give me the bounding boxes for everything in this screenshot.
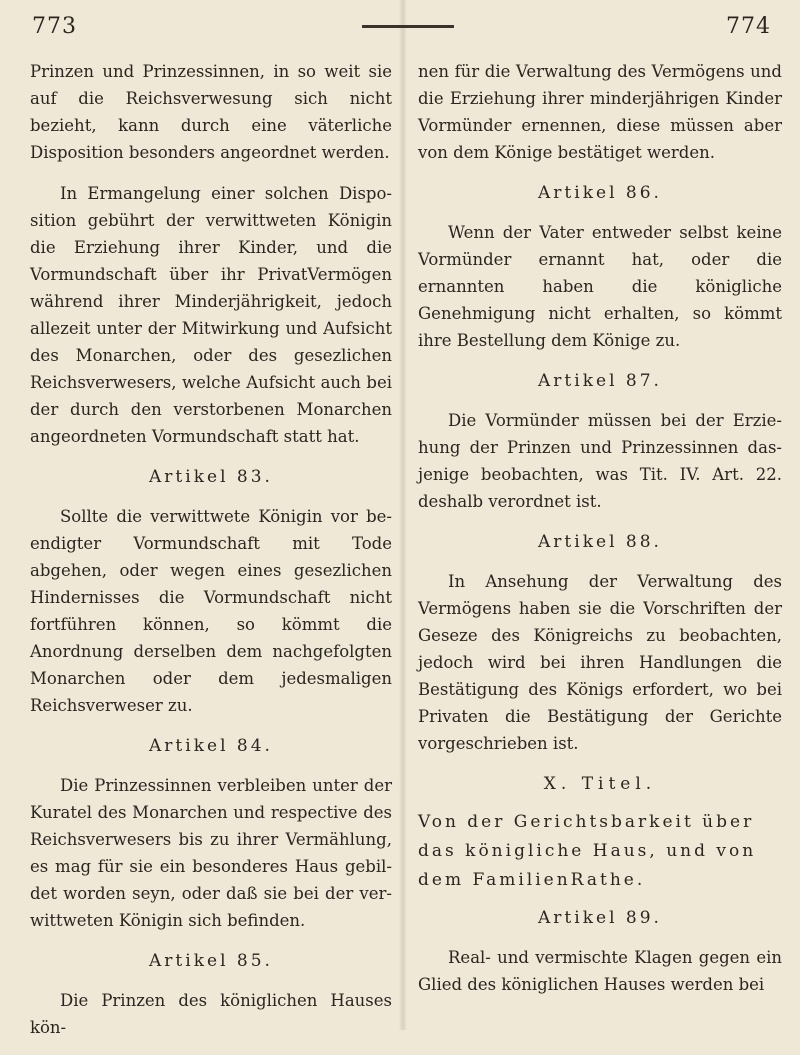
- article-heading-85: Artikel 85.: [149, 951, 273, 971]
- article-heading-86: Artikel 86.: [538, 183, 662, 203]
- book-spine-shadow: [399, 0, 407, 1030]
- left-page-number: 773: [32, 14, 77, 39]
- paragraph: In Ermangelung einer solchen Disposition gebührt der verwittweten Königin die Erziehung ihrer Kinder, und die Vormundschaft über ihr PrivatVermögen während ihrer Minderjährigkeit, jedoch allezeit unter der Mitwirkung und Aufsicht des Monarchen, oder des gesezlichen Reichsverwesers, welche Aufsicht auch bei der durch den verstorbenen Monarchen angeordneten Vormundschaft statt hat.: [30, 184, 392, 446]
- section-subtitle: Von der Gerichtsbarkeit über das königliche Haus, und von dem FamilienRathe.: [418, 812, 757, 890]
- header-rule: [362, 25, 454, 28]
- article-heading-83: Artikel 83.: [149, 467, 273, 487]
- article-heading-88: Artikel 88.: [538, 532, 662, 552]
- article-89-text: Real- und vermischte Klagen gegen ein Glied des königlichen Hauses werden bei: [418, 948, 782, 994]
- article-86-text: Wenn der Vater entweder selbst keine Vormünder ernannt hat, oder die ernannten haben die königliche Genehmigung nicht erhalten, so kömmt ihre Bestellung dem Könige zu.: [418, 223, 782, 350]
- right-page-number: 774: [726, 14, 771, 39]
- article-88-text: In Ansehung der Verwaltung des Vermögens haben sie die Vorschriften der Geseze des Königreichs zu beobachten, jedoch wird bei ihren Handlungen die Bestätigung des Königs erfordert, wo bei Privaten die Bestätigung der Gerichte vorgeschrieben ist.: [418, 572, 782, 753]
- paragraph-continuation: Prinzen und Prinzessinnen, in so weit sie auf die Reichsverwesung sich nicht bezieht, kann durch eine väterliche Disposition besonders angeordnet werden.: [30, 62, 392, 162]
- article-87-text: Die Vormünder müssen bei der Erziehung der Prinzen und Prinzessinnen dasjenige beobachten, was Tit. IV. Art. 22. deshalb verordnet ist.: [418, 411, 782, 511]
- left-page-column: [30, 58, 392, 1055]
- article-84-text: Die Prinzessinnen verbleiben unter der Kuratel des Monarchen und respective des Reichsverwesers bis zu ihrer Vermählung, es mag für sie ein besonderes Haus gebildet worden seyn, oder daß sie bei der verwittweten Königin sich befinden.: [30, 776, 392, 930]
- article-83-text: Sollte die verwittwete Königin vor beendigter Vormundschaft mit Tode abgehen, oder wegen eines gesezlichen Hindernisses die Vormundschaft nicht fortführen können, so kömmt die Anordnung derselben dem nachgefolgten Monarchen oder dem jedesmaligen Reichsverweser zu.: [30, 507, 392, 715]
- article-85-text: Die Prinzen des königlichen Hauses kön-: [30, 991, 392, 1037]
- article-heading-89: Artikel 89.: [538, 908, 662, 928]
- section-title: X. Titel.: [543, 774, 657, 794]
- article-heading-84: Artikel 84.: [149, 736, 273, 756]
- article-heading-87: Artikel 87.: [538, 371, 662, 391]
- paragraph-continuation: nen für die Verwaltung des Vermögens und die Erziehung ihrer minderjährigen Kinder Vormünder ernennen, diese müssen aber von dem Könige bestätiget werden.: [418, 62, 782, 162]
- right-page-column: [418, 58, 782, 1012]
